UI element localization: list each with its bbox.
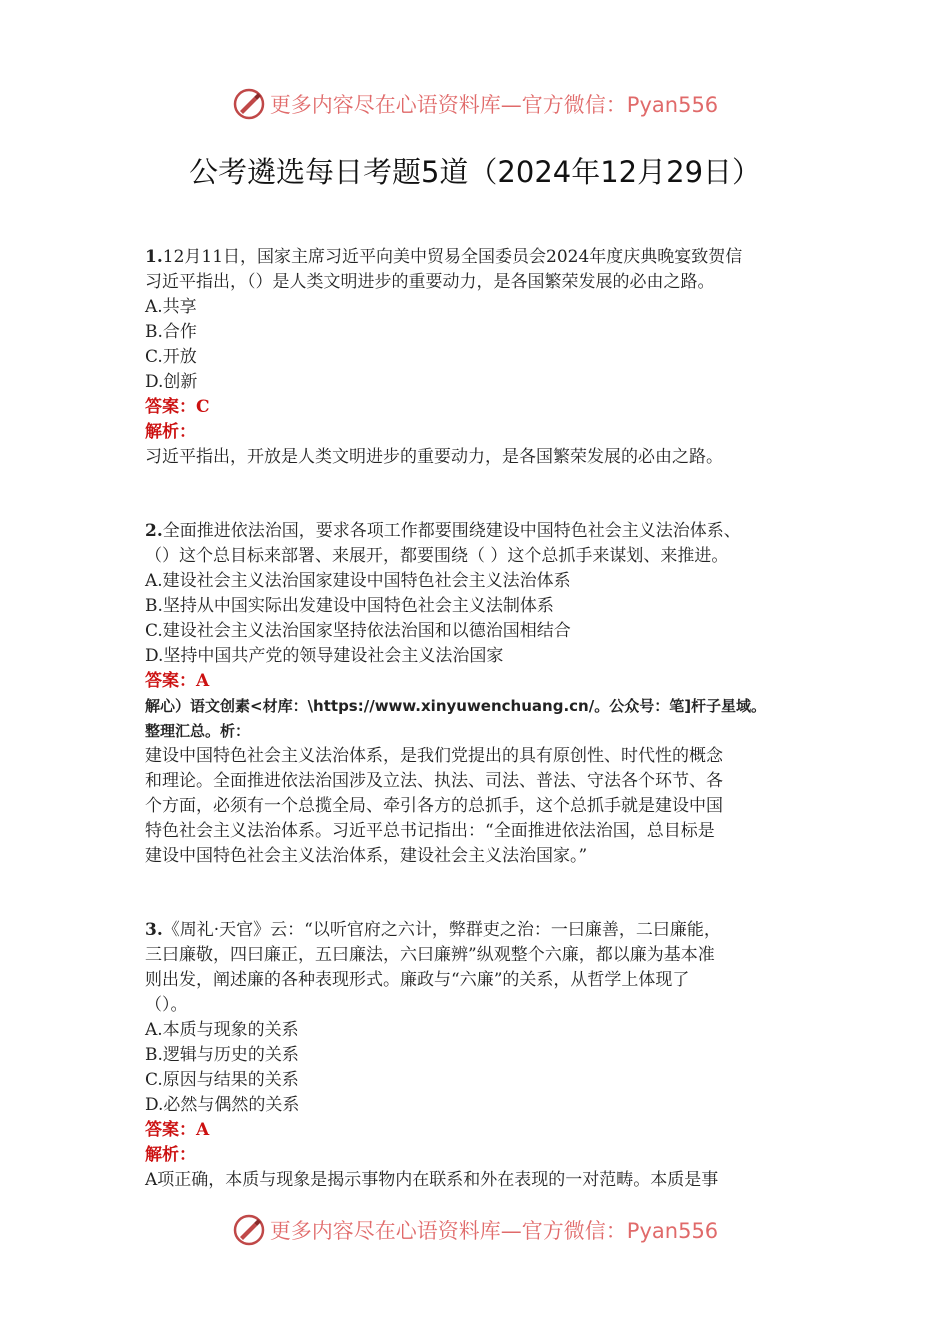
page-title: 公考遴选每日考题5道（2024年12月29日） xyxy=(188,155,762,189)
option-b: B.坚持从中国实际出发建设中国特色社会主义法制体系 xyxy=(145,596,554,616)
watermark-header xyxy=(0,84,950,124)
explanation-line: 特色社会主义法治体系。习近平总书记指出：“全面推进依法治国，总目标是 xyxy=(145,821,715,841)
explanation-label: 解析： xyxy=(145,1145,196,1165)
option-c: C.原因与结果的关系 xyxy=(145,1070,299,1090)
source-note: 解心）语文创素<材库：\https://www.xinyuwenchuang.cn/。公众号：笔]杆子星域。 xyxy=(145,697,767,715)
question-3 xyxy=(145,918,815,1193)
stem-line: 《周礼·天官》云：“以听官府之六计，弊群吏之治：一曰廉善，二曰廉能， xyxy=(162,920,721,940)
watermark-footer xyxy=(0,1210,950,1250)
explanation-line: 个方面，必须有一个总揽全局、牵引各方的总抓手，这个总抓手就是建设中国 xyxy=(145,796,723,816)
option-a: A.共享 xyxy=(145,297,197,317)
watermark-text: 更多内容尽在心语资料库—官方微信：Pyan556 xyxy=(269,1219,719,1243)
option-a: A.本质与现象的关系 xyxy=(145,1020,299,1040)
questions-content xyxy=(145,245,815,1242)
explanation-line: 建设中国特色社会主义法治体系，建设社会主义法治国家。” xyxy=(145,846,588,866)
question-stem xyxy=(145,245,815,270)
watermark-text: 更多内容尽在心语资料库—官方微信：Pyan556 xyxy=(269,93,719,117)
question-number: 3. xyxy=(145,920,163,940)
pen-logo-icon xyxy=(232,87,266,121)
question-number: 2. xyxy=(145,521,163,541)
explanation-line: 习近平指出，开放是人类文明进步的重要动力，是各国繁荣发展的必由之路。 xyxy=(145,447,723,467)
option-c: C.建设社会主义法治国家坚持依法治国和以德治国相结合 xyxy=(145,621,571,641)
question-number: 1. xyxy=(145,247,163,267)
option-c: C.开放 xyxy=(145,347,197,367)
source-note: 整理汇总。析： xyxy=(145,722,251,740)
explanation-line: 建设中国特色社会主义法治体系，是我们党提出的具有原创性、时代性的概念 xyxy=(145,746,723,766)
question-2 xyxy=(145,519,815,869)
stem-line: 12月11日，国家主席习近平向美中贸易全国委员会2024年度庆典晚宴致贺信 xyxy=(162,247,743,267)
answer: 答案：A xyxy=(145,671,210,691)
explanation-line: A项正确，本质与现象是揭示事物内在联系和外在表现的一对范畴。本质是事 xyxy=(145,1170,719,1190)
option-b: B.逻辑与历史的关系 xyxy=(145,1045,299,1065)
stem-line: （）这个总目标来部署、来展开，都要围绕（ ）这个总抓手来谋划、来推进。 xyxy=(145,546,729,566)
answer: 答案：A xyxy=(145,1120,210,1140)
stem-line: 全面推进依法治国，要求各项工作都要围绕建设中国特色社会主义法治体系、 xyxy=(162,521,741,541)
stem-line: 习近平指出，（）是人类文明进步的重要动力，是各国繁荣发展的必由之路。 xyxy=(145,272,715,292)
option-d: D.创新 xyxy=(145,372,198,392)
explanation-line: 和理论。全面推进依法治国涉及立法、执法、司法、普法、守法各个环节、各 xyxy=(145,771,723,791)
pen-logo-icon xyxy=(232,1213,266,1247)
stem-line: 则出发，阐述廉的各种表现形式。廉政与“六廉”的关系，从哲学上体现了 xyxy=(145,970,690,990)
question-stem xyxy=(145,918,815,943)
stem-line: （）。 xyxy=(145,995,188,1015)
stem-line: 三曰廉敬，四曰廉正，五曰廉法，六曰廉辨”纵观整个六廉，都以廉为基本准 xyxy=(145,945,715,965)
option-a: A.建设社会主义法治国家建设中国特色社会主义法治体系 xyxy=(145,571,571,591)
question-1 xyxy=(145,245,815,470)
option-b: B.合作 xyxy=(145,322,197,342)
answer: 答案：C xyxy=(145,397,210,417)
question-stem xyxy=(145,519,815,544)
explanation-label: 解析： xyxy=(145,422,196,442)
option-d: D.必然与偶然的关系 xyxy=(145,1095,300,1115)
option-d: D.坚持中国共产党的领导建设社会主义法治国家 xyxy=(145,646,504,666)
